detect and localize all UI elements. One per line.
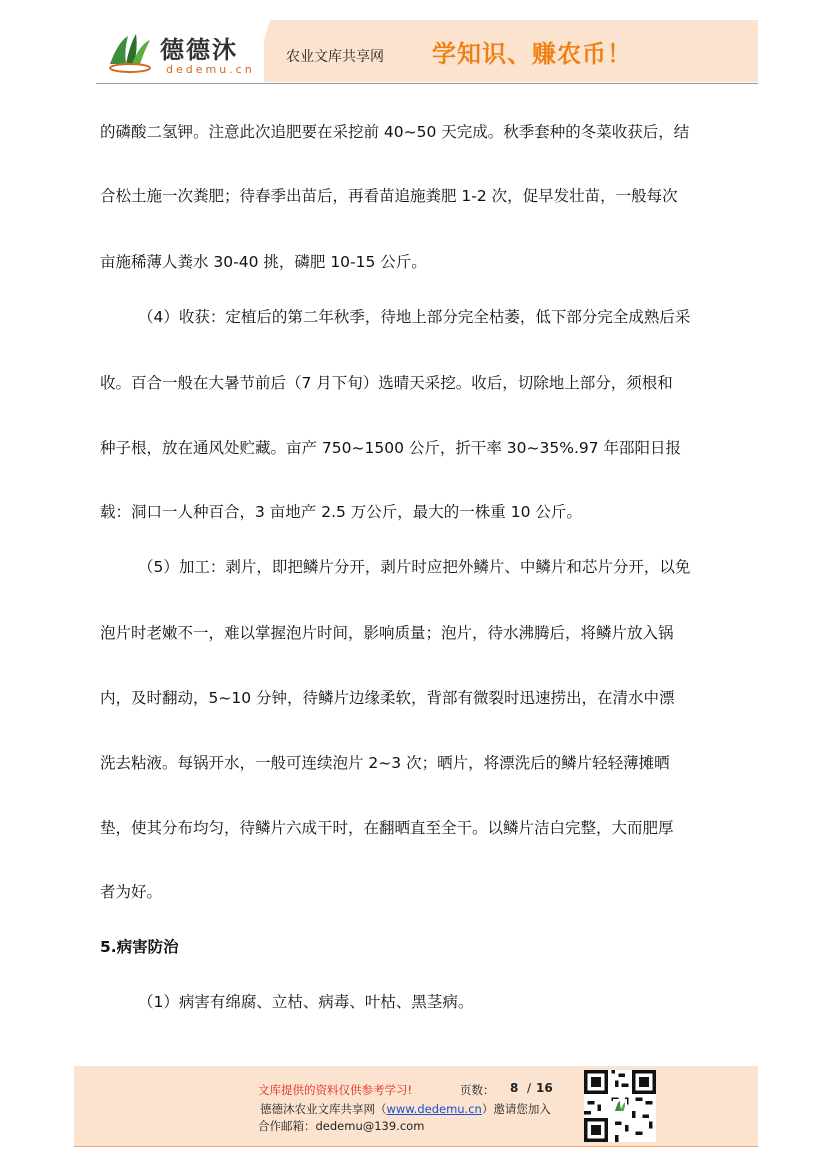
footer-invite-prefix: 德德沐农业文库共享网（ bbox=[260, 1102, 387, 1116]
paragraph-line: 内，及时翻动，5~10 分钟，待鳞片边缘柔软，背部有微裂时迅速捞出，在清水中漂 bbox=[100, 689, 675, 707]
paragraph-line: 垫，使其分布均匀，待鳞片六成干时，在翻晒直至全干。以鳞片洁白完整，大而肥厚 bbox=[100, 819, 674, 837]
qr-code-icon bbox=[584, 1070, 656, 1142]
page-count-label: 页数： bbox=[460, 1083, 495, 1097]
paragraph-line: 泡片时老嫩不一，难以掌握泡片时间，影响质量；泡片，待水沸腾后，将鳞片放入锅 bbox=[100, 624, 674, 642]
paragraph-line: 亩施稀薄人粪水 30-40 挑，磷肥 10-15 公斤。 bbox=[100, 253, 427, 271]
paragraph-line: 收。百合一般在大暑节前后（7 月下旬）选晴天采挖。收后，切除地上部分，须根和 bbox=[100, 374, 673, 392]
paragraph-line: （5）加工：剥片，即把鳞片分开，剥片时应把外鳞片、中鳞片和芯片分开，以免 bbox=[138, 558, 691, 576]
footer-disclaimer: 文库提供的资料仅供参考学习! bbox=[258, 1083, 413, 1097]
paragraph-line: 的磷酸二氢钾。注意此次追肥要在采挖前 40~50 天完成。秋季套种的冬菜收获后，结 bbox=[100, 123, 690, 141]
total-pages: 16 bbox=[536, 1081, 553, 1095]
logo-domain: dedemu.cn bbox=[166, 63, 255, 76]
paragraph-line: 载：洞口一人种百合，3 亩地产 2.5 万公斤，最大的一株重 10 公斤。 bbox=[100, 503, 582, 521]
paragraph-line: 洗去粘液。每锅开水，一般可连续泡片 2~3 次；晒片，将漂洗后的鳞片轻轻薄摊晒 bbox=[100, 754, 670, 772]
header-divider bbox=[96, 83, 758, 84]
current-page: 8 bbox=[510, 1081, 519, 1095]
footer-divider-bottom bbox=[74, 1146, 758, 1147]
section-heading: 5.病害防治 bbox=[100, 938, 179, 956]
paragraph-line: 者为好。 bbox=[100, 883, 163, 901]
paragraph-line: （4）收获：定植后的第二年秋季，待地上部分完全枯萎，低下部分完全成熟后采 bbox=[138, 308, 691, 326]
paragraph-line: 种子根，放在通风处贮藏。亩产 750~1500 公斤，折干率 30~35%.97 年邵阳日报 bbox=[100, 439, 682, 457]
page-separator: / bbox=[527, 1081, 532, 1095]
contact-email: 合作邮箱：dedemu@139.com bbox=[258, 1119, 425, 1133]
site-link[interactable]: www.dedemu.cn bbox=[386, 1102, 482, 1116]
footer-invite-suffix: ）邀请您加入 bbox=[481, 1102, 551, 1116]
logo-name: 德德沐 bbox=[160, 35, 238, 64]
site-name: 农业文库共享网 bbox=[286, 49, 384, 65]
sprout-logo-icon bbox=[106, 30, 154, 74]
paragraph-line: （1）病害有绵腐、立枯、病毒、叶枯、黑茎病。 bbox=[138, 993, 474, 1011]
paragraph-line: 合松土施一次粪肥；待春季出苗后，再看苗追施粪肥 1-2 次，促早发壮苗，一般每次 bbox=[100, 187, 678, 205]
footer-invite bbox=[260, 1101, 551, 1117]
footer-banner bbox=[74, 1066, 758, 1146]
slogan: 学知识、赚农币！ bbox=[432, 40, 632, 68]
header-banner bbox=[96, 20, 758, 82]
